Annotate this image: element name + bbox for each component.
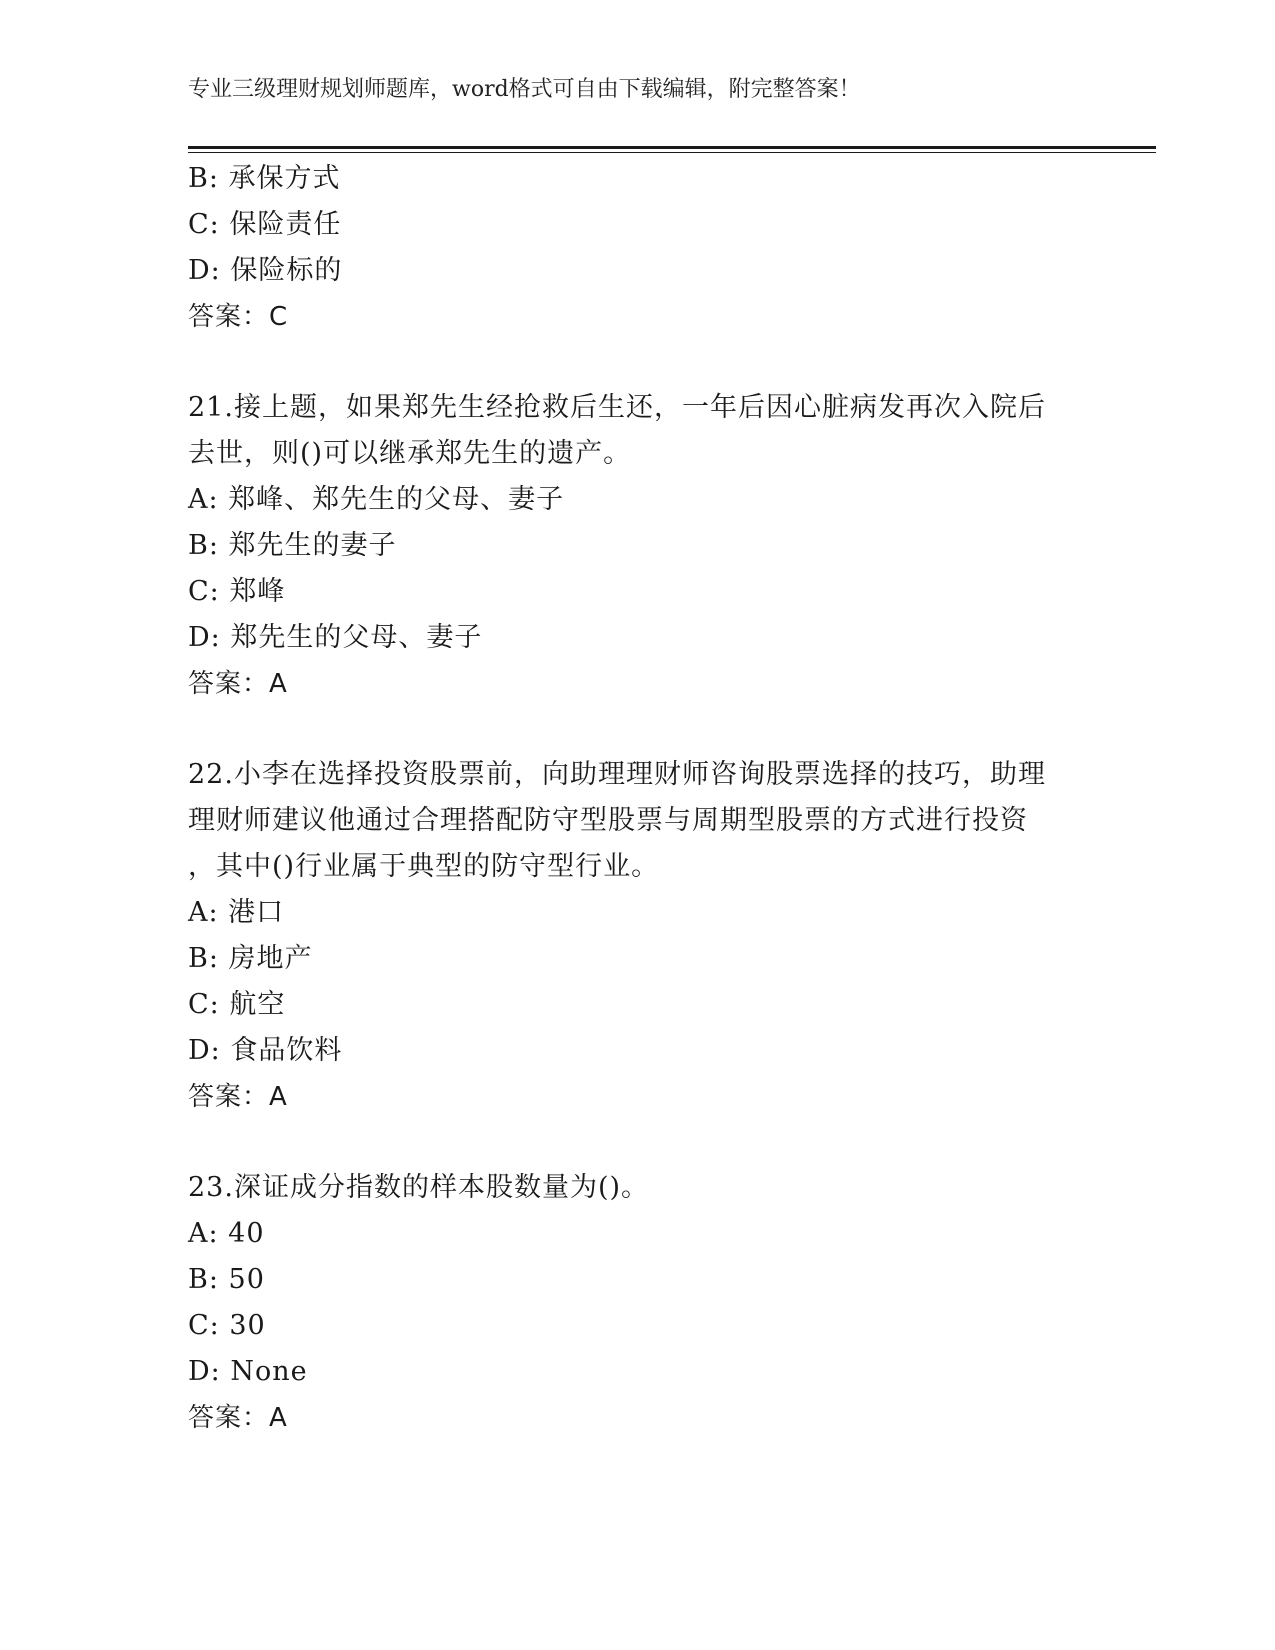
option-d: D: 郑先生的父母、妻子 [188, 622, 483, 653]
option-a: A: 40 [188, 1218, 265, 1249]
option-a: A: 港口 [188, 897, 285, 928]
answer-line: 答案：A [188, 1403, 288, 1433]
question-text-line: 去世，则()可以继承郑先生的遗产。 [188, 438, 632, 469]
answer-line: 答案：A [188, 1082, 288, 1112]
option-a: A: 郑峰、郑先生的父母、妻子 [188, 484, 565, 515]
option-d: D: 保险标的 [188, 255, 343, 286]
question-22 [188, 752, 1068, 1120]
question-23 [188, 1165, 1068, 1441]
question-text [188, 752, 1068, 890]
option-b: B: 50 [188, 1264, 265, 1295]
option-c: C: 30 [188, 1310, 266, 1341]
question-text-line: 理财师建议他通过合理搭配防守型股票与周期型股票的方式进行投资 [188, 805, 1028, 836]
document-header: 专业三级理财规划师题库，word格式可自由下载编辑，附完整答案！ [188, 77, 861, 102]
document-body [188, 156, 1068, 1441]
option-b: B: 承保方式 [188, 163, 341, 194]
header-rule-thick [188, 146, 1156, 149]
option-d: D: None [188, 1356, 308, 1387]
option-b: B: 郑先生的妻子 [188, 530, 397, 561]
question-text [188, 385, 1068, 477]
question-21 [188, 385, 1068, 707]
question-text-line: 21.接上题，如果郑先生经抢救后生还，一年后因心脏病发再次入院后 [188, 392, 1046, 423]
option-d: D: 食品饮料 [188, 1035, 343, 1066]
question-text-line: ，其中()行业属于典型的防守型行业。 [188, 851, 660, 882]
question-text [188, 1165, 1068, 1211]
answer-line: 答案：A [188, 669, 288, 699]
question-text-line: 22.小李在选择投资股票前，向助理理财师咨询股票选择的技巧，助理 [188, 759, 1046, 790]
option-c: C: 郑峰 [188, 576, 286, 607]
answer-line: 答案：C [188, 302, 289, 332]
option-c: C: 航空 [188, 989, 286, 1020]
option-c: C: 保险责任 [188, 209, 342, 240]
option-b: B: 房地产 [188, 943, 313, 974]
header-rule-thin [188, 152, 1156, 153]
question-20-tail [188, 156, 1068, 340]
question-text-line: 23.深证成分指数的样本股数量为()。 [188, 1172, 650, 1203]
